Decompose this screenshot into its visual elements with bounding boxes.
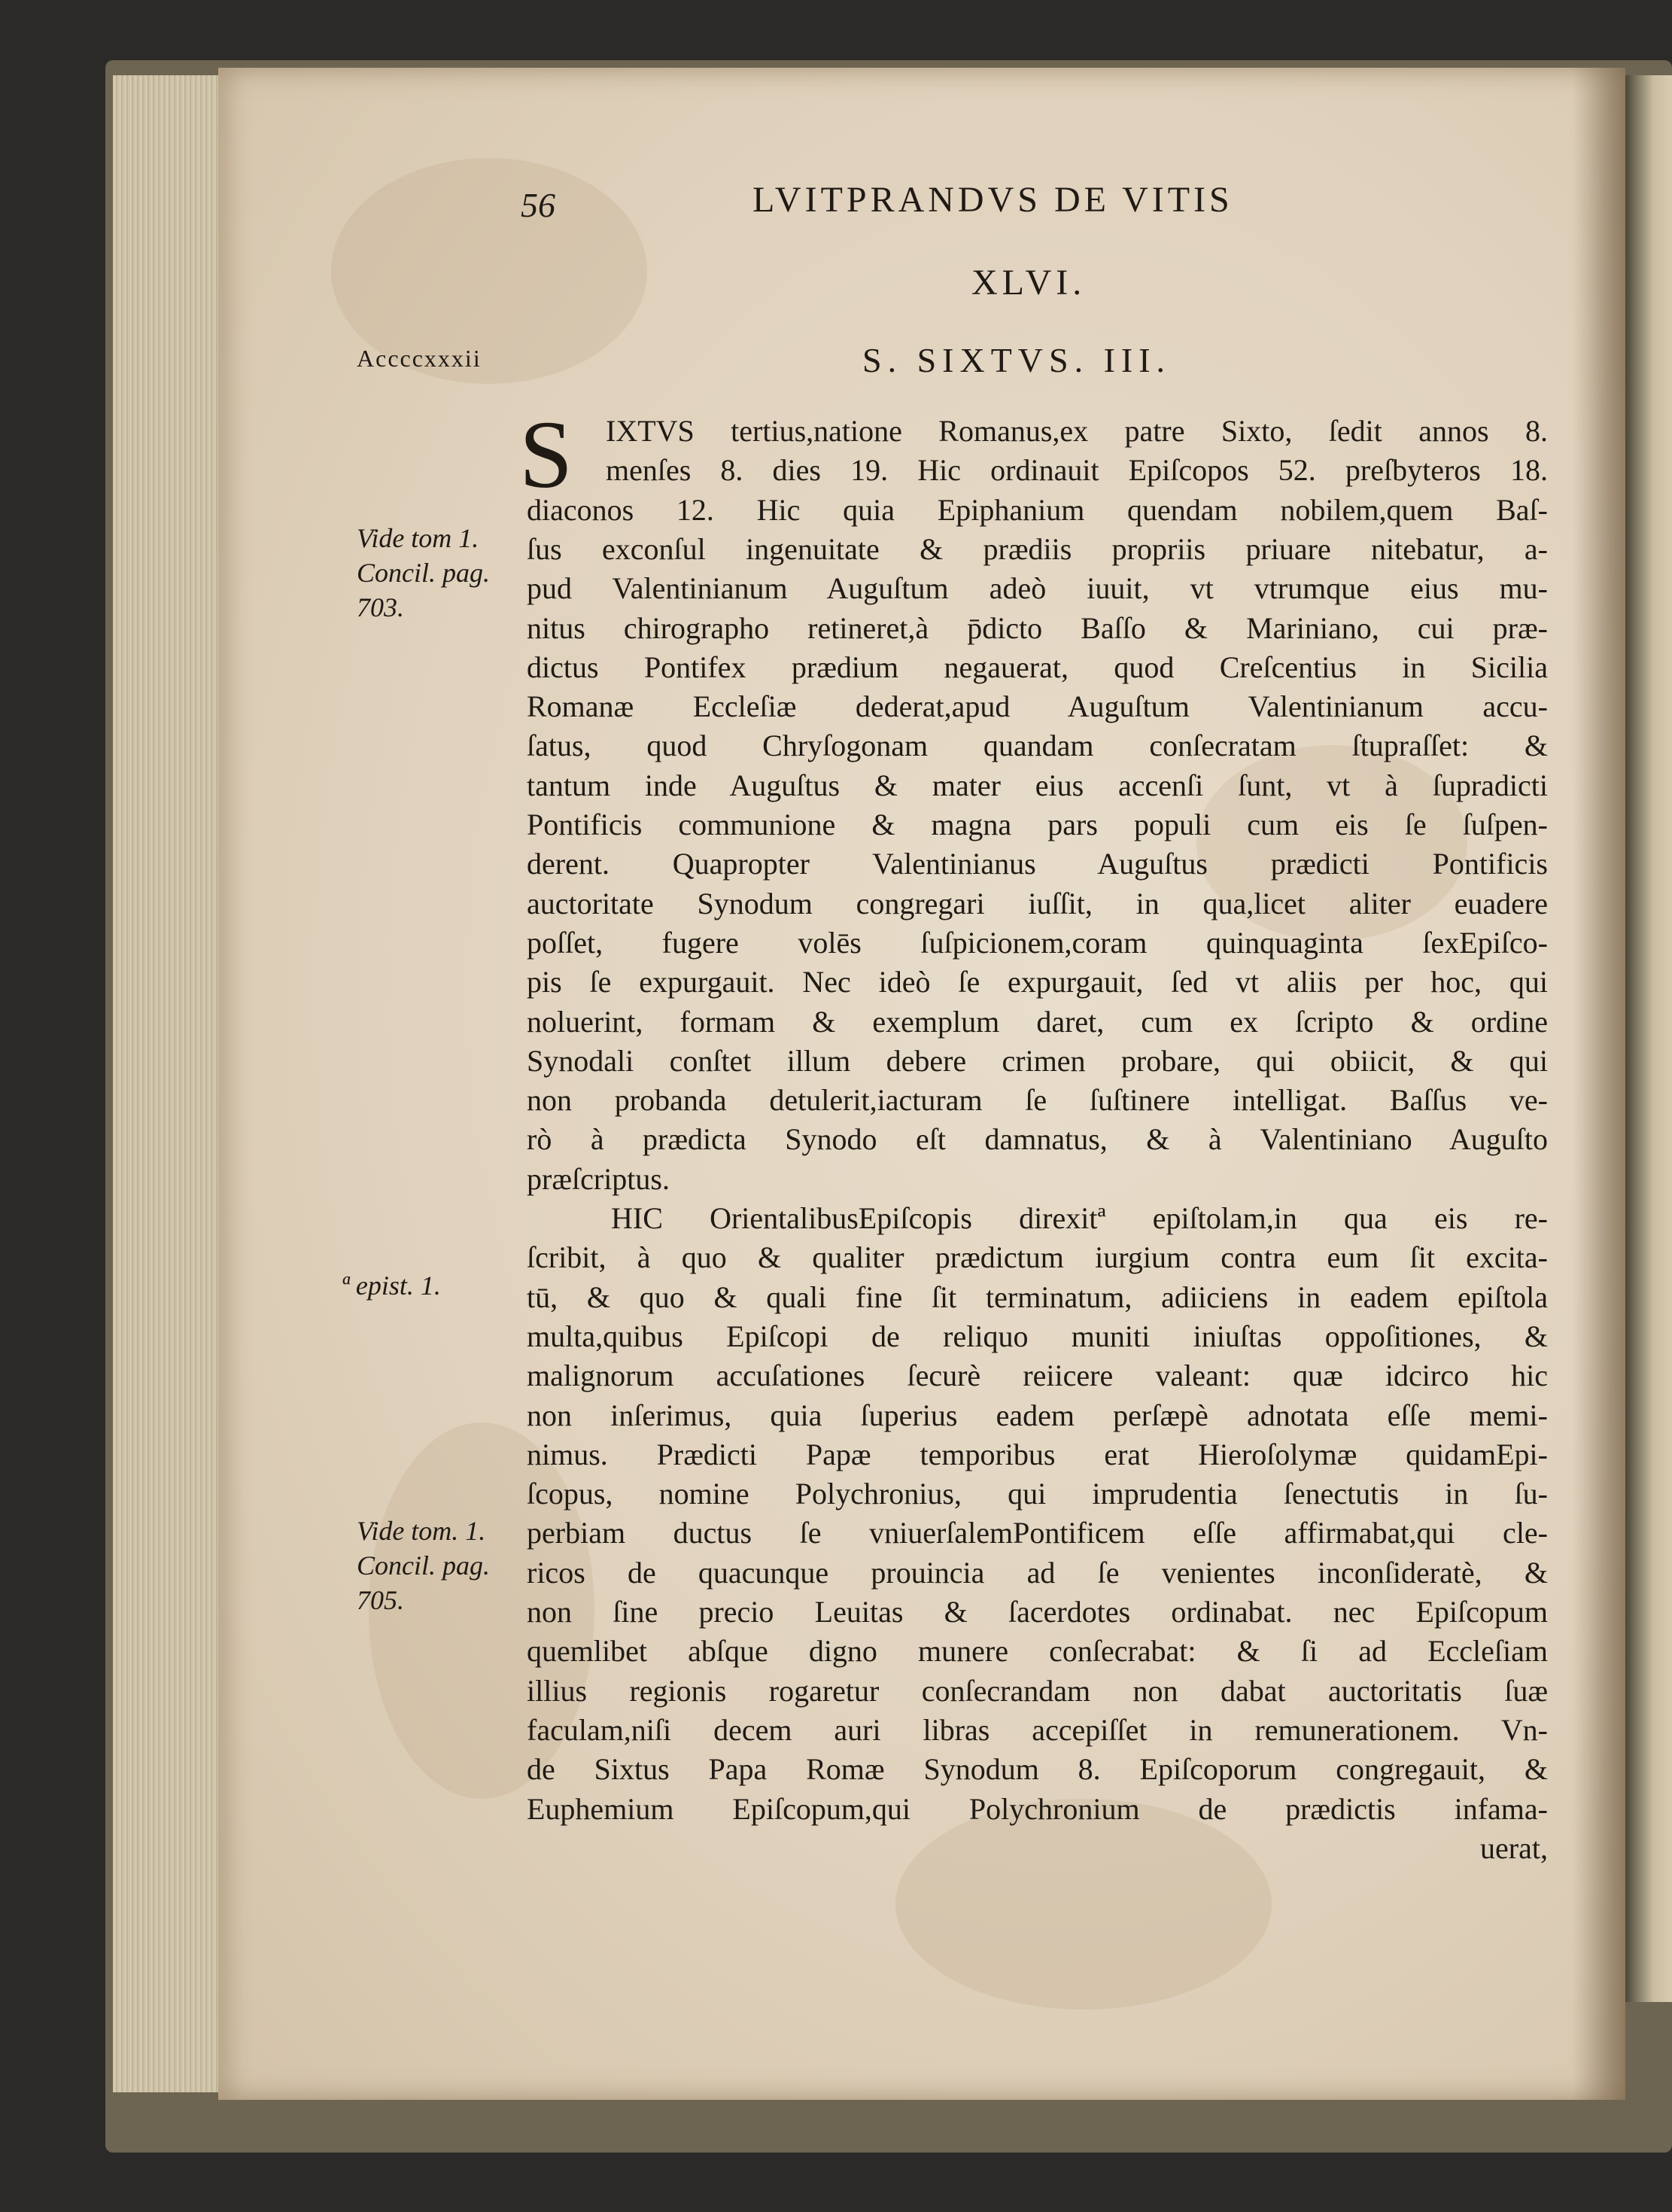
- body-line: ricos de quacunque prouincia ad ſe venientes inconſideratè, &: [527, 1555, 1548, 1590]
- body-line: perbiam ductus ſe vniuerſalemPontificem eſſe affirmabat,qui cle-: [527, 1516, 1548, 1550]
- margin-note: [342, 1268, 441, 1303]
- body-line: Pontificis communione & magna pars populi cum eis ſe ſuſpen-: [527, 808, 1548, 841]
- body-line: de Sixtus Papa Romæ Synodum 8. Epiſcoporum congregauit, &: [527, 1752, 1548, 1787]
- body-line: præſcriptus.: [527, 1161, 670, 1196]
- margin-note-text: Vide tom 1. Concil. pag. 703.: [357, 523, 490, 622]
- chapter-title: S. SIXTVS. III.: [862, 341, 1172, 379]
- running-head: LVITPRANDVS DE VITIS: [752, 180, 1233, 220]
- margin-note-text: ª epist. 1.: [342, 1270, 441, 1301]
- body-line: tū, & quo & quali fine ſit terminatum, adiiciens in eadem epiſtola: [527, 1279, 1548, 1314]
- body-line: auctoritate Synodum congregari iuſſit, in qua,licet aliter euadere: [527, 886, 1548, 920]
- body-line: diaconos 12. Hic quia Epiphanium quendam nobilem,quem Baſ-: [527, 492, 1548, 527]
- body-line: ſcribit, à quo & qualiter prædictum iurgium contra eum ſit excita-: [527, 1240, 1548, 1275]
- year-marker: Accccxxxii: [357, 345, 482, 372]
- body-line: Euphemium Epiſcopum,qui Polychronium de prædictis infama-: [527, 1791, 1548, 1826]
- body-line: non inſerimus, quia ſuperius eadem perſæpè adnotata eſſe memi-: [527, 1398, 1548, 1432]
- body-line: tantum inde Auguſtus & mater eius accenſi ſunt, vt à ſupradicti: [527, 768, 1548, 802]
- body-line: rò à prædicta Synodo eſt damnatus, & à Valentiniano Auguſto: [527, 1122, 1548, 1157]
- facing-page-edge: [1625, 75, 1672, 2002]
- body-line: IXTVS tertius,natione Romanus,ex patre Sixto, ſedit annos 8.: [606, 414, 1548, 448]
- body-line: menſes 8. dies 19. Hic ordinauit Epiſcopos 52. preſbyteros 18.: [606, 453, 1548, 488]
- body-line: non ſine precio Leuitas & ſacerdotes ordinabat. nec Epiſcopum: [527, 1595, 1548, 1629]
- drop-cap: S: [519, 401, 573, 508]
- page-fore-edge: [113, 75, 226, 2092]
- margin-note: [357, 1514, 490, 1617]
- body-line: ſcopus, nomine Polychronius, qui imprudentia ſenectutis in ſu-: [527, 1477, 1548, 1511]
- body-line: HIC OrientalibusEpiſcopis direxitª epiſtolam,in qua eis re-: [611, 1201, 1548, 1235]
- body-line: malignorum accuſationes ſecurè reiicere valeant: quæ idcirco hic: [527, 1359, 1548, 1393]
- body-line: multa,quibus Epiſcopi de reliquo muniti iniuſtas oppoſitiones, &: [527, 1319, 1548, 1353]
- body-line: illius regionis rogaretur conſecrandam non dabat auctoritatis ſuæ: [527, 1673, 1548, 1708]
- catchword: uerat,: [1480, 1830, 1548, 1865]
- body-line: noluerint, formam & exemplum daret, cum ex ſcripto & ordine: [527, 1004, 1548, 1039]
- body-line: quemlibet abſque digno munere conſecrabat: & ſi ad Eccleſiam: [527, 1634, 1548, 1669]
- body-line: Romanæ Eccleſiæ dederat,apud Auguſtum Valentinianum accu-: [527, 689, 1548, 724]
- body-line: ſus exconſul ingenuitate & prædiis propriis priuare nitebatur, a-: [527, 531, 1548, 566]
- body-line: poſſet, fugere volēs ſuſpicionem,coram quinquaginta ſexEpiſco-: [527, 925, 1548, 960]
- page-gutter-shadow: [1573, 68, 1625, 2100]
- body-line: pud Valentinianum Auguſtum adeò iuuit, vt vtrumque eius mu-: [527, 571, 1548, 606]
- margin-note-text: Vide tom. 1. Concil. pag. 705.: [357, 1516, 490, 1615]
- body-line: Synodali conſtet illum debere crimen probare, qui obiicit, & qui: [527, 1043, 1548, 1078]
- body-line: nitus chirographo retineret,à p̄dicto Baſſo & Mariniano, cui præ-: [527, 610, 1548, 645]
- page-number: 56: [521, 186, 555, 224]
- body-line: derent. Quapropter Valentinianus Auguſtus prædicti Pontificis: [527, 847, 1548, 881]
- body-line: dictus Pontifex prædium negauerat, quod Creſcentius in Sicilia: [527, 650, 1548, 684]
- body-line: nimus. Prædicti Papæ temporibus erat Hieroſolymæ quidamEpi-: [527, 1437, 1548, 1471]
- body-line: non probanda detulerit,iacturam ſe ſuſtinere intelligat. Baſſus ve-: [527, 1083, 1548, 1118]
- body-line: ſatus, quod Chryſogonam quandam conſecratam ſtupraſſet: &: [527, 729, 1548, 763]
- margin-note: [357, 521, 490, 625]
- body-line: faculam,niſi decem auri libras accepiſſet in remunerationem. Vn-: [527, 1712, 1548, 1747]
- body-line: pis ſe expurgauit. Nec ideò ſe expurgauit, ſed vt aliis per hoc, qui: [527, 965, 1548, 1000]
- chapter-number: XLVI.: [971, 263, 1087, 303]
